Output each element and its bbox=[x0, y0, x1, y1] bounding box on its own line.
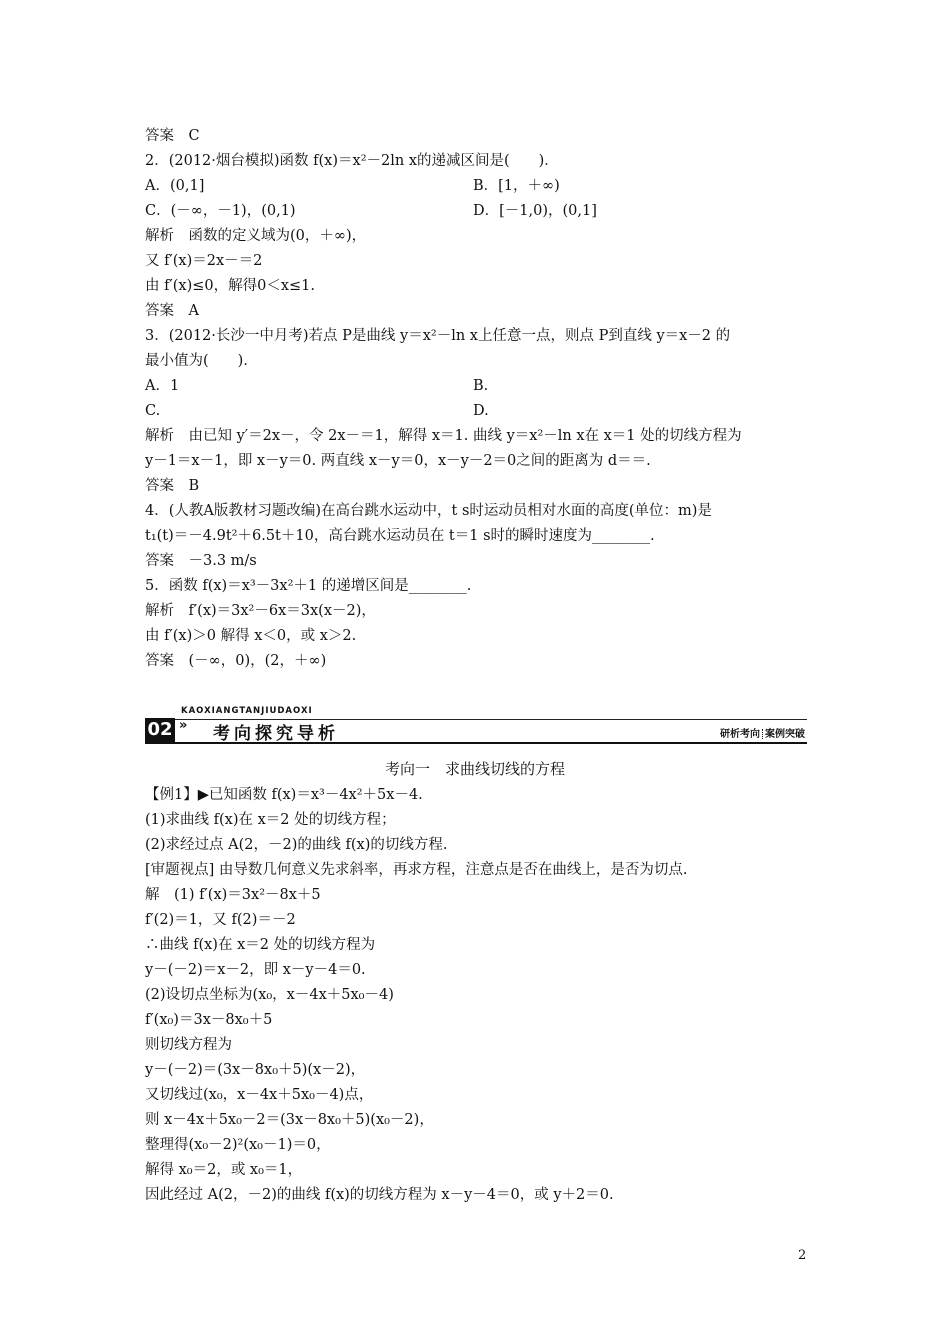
text-line: A．(0,1] bbox=[145, 178, 205, 194]
text-line: A．1 bbox=[145, 378, 180, 394]
text-line: 3．(2012·长沙一中月考)若点 P是曲线 y＝x²－ln x上任意一点，则点 P到直线 y＝x－2 的 bbox=[145, 328, 731, 344]
text-line: 解析 函数的定义域为(0，＋∞)， bbox=[145, 228, 367, 244]
text-line: (2)求经过点 A(2，－2)的曲线 f(x)的切线方程. bbox=[145, 837, 448, 853]
banner-divider bbox=[762, 729, 763, 739]
text-line: C．(－∞，－1)，(0,1) bbox=[145, 203, 296, 219]
text-line: f′(2)＝1，又 f(2)＝－2 bbox=[145, 912, 296, 928]
page-number: 2 bbox=[798, 1248, 807, 1263]
text-line: 又切线过(x₀，x－4x＋5x₀－4)点， bbox=[145, 1087, 374, 1103]
text-line: 整理得(x₀－2)²(x₀－1)＝0， bbox=[145, 1137, 331, 1153]
text-line: y－(－2)＝x－2，即 x－y－4＝0. bbox=[145, 962, 366, 978]
text-line: 解析 由已知 y′＝2x－，令 2x－＝1，解得 x＝1. 曲线 y＝x²－ln x在 x＝1 处的切线方程为 bbox=[145, 428, 742, 444]
section-banner bbox=[145, 706, 807, 746]
double-chevron-icon: » bbox=[179, 718, 188, 733]
banner-bottom-rule bbox=[145, 742, 807, 744]
text-line: [审题视点] 由导数几何意义先求斜率，再求方程，注意点是否在曲线上，是否为切点. bbox=[145, 862, 688, 878]
text-line: 答案 A bbox=[145, 303, 199, 319]
text-line: t₁(t)＝－4.9t²＋6.5t＋10，高台跳水运动员在 t＝1 s时的瞬时速度为________. bbox=[145, 528, 655, 544]
text-line: 最小值为( )． bbox=[145, 353, 258, 369]
text-line: 答案 (－∞，0)，(2，＋∞) bbox=[145, 653, 327, 669]
banner-label-a: 研析考向 bbox=[720, 729, 760, 740]
text-line: D. bbox=[473, 403, 489, 419]
banner-right-labels bbox=[720, 725, 805, 740]
text-line: ∴曲线 f(x)在 x＝2 处的切线方程为 bbox=[145, 937, 376, 953]
banner-number: 02 bbox=[145, 718, 175, 742]
text-line: 答案 B bbox=[145, 478, 200, 494]
text-line: 答案 －3.3 m/s bbox=[145, 553, 257, 569]
text-line: 则切线方程为 bbox=[145, 1037, 232, 1053]
text-line: 5．函数 f(x)＝x³－3x²＋1 的递增区间是________. bbox=[145, 578, 472, 594]
text-line: 由 f′(x)≤0，解得0＜x≤1. bbox=[145, 278, 316, 294]
text-line: y－1＝x－1，即 x－y＝0. 两直线 x－y＝0，x－y－2＝0之间的距离为 d＝＝. bbox=[145, 453, 651, 469]
text-line: 解析 f′(x)＝3x²－6x＝3x(x－2)， bbox=[145, 603, 376, 619]
banner-pinyin: KAOXIANGTANJIUDAOXI bbox=[181, 706, 313, 716]
text-line: C. bbox=[145, 403, 161, 419]
text-line: B. bbox=[473, 378, 489, 394]
text-line: 【例1】▶已知函数 f(x)＝x³－4x²＋5x－4. bbox=[145, 787, 423, 803]
section-heading: 考向一 求曲线切线的方程 bbox=[384, 760, 565, 778]
banner-label-b: 案例突破 bbox=[765, 729, 805, 740]
text-line: 解 (1) f′(x)＝3x²－8x＋5 bbox=[145, 887, 321, 903]
text-line: 因此经过 A(2，－2)的曲线 f(x)的切线方程为 x－y－4＝0，或 y＋2＝0. bbox=[145, 1187, 614, 1203]
text-line: D．[－1,0)，(0,1] bbox=[473, 203, 597, 219]
text-line: 则 x－4x＋5x₀－2＝(3x－8x₀＋5)(x₀－2)， bbox=[145, 1112, 434, 1128]
text-line: 4．(人教A版教材习题改编)在高台跳水运动中，t s时运动员相对水面的高度(单位：m)是 bbox=[145, 503, 712, 519]
text-line: (1)求曲线 f(x)在 x＝2 处的切线方程； bbox=[145, 812, 396, 828]
text-line: 答案 C bbox=[145, 128, 200, 144]
text-line: f′(x₀)＝3x－8x₀＋5 bbox=[145, 1012, 273, 1028]
text-line: 由 f′(x)＞0 解得 x＜0，或 x＞2. bbox=[145, 628, 357, 644]
text-line: 解得 x₀＝2，或 x₀＝1， bbox=[145, 1162, 303, 1178]
text-line: (2)设切点坐标为(x₀，x－4x＋5x₀－4) bbox=[145, 987, 394, 1003]
text-line: y－(－2)＝(3x－8x₀＋5)(x－2)， bbox=[145, 1062, 366, 1078]
banner-title: 考向探究导析 bbox=[213, 724, 339, 744]
text-line: 又 f′(x)＝2x－＝2 bbox=[145, 253, 263, 269]
text-line: 2．(2012·烟台模拟)函数 f(x)＝x²－2ln x的递减区间是( )． bbox=[145, 153, 559, 169]
text-line: B．[1，＋∞) bbox=[473, 178, 560, 194]
